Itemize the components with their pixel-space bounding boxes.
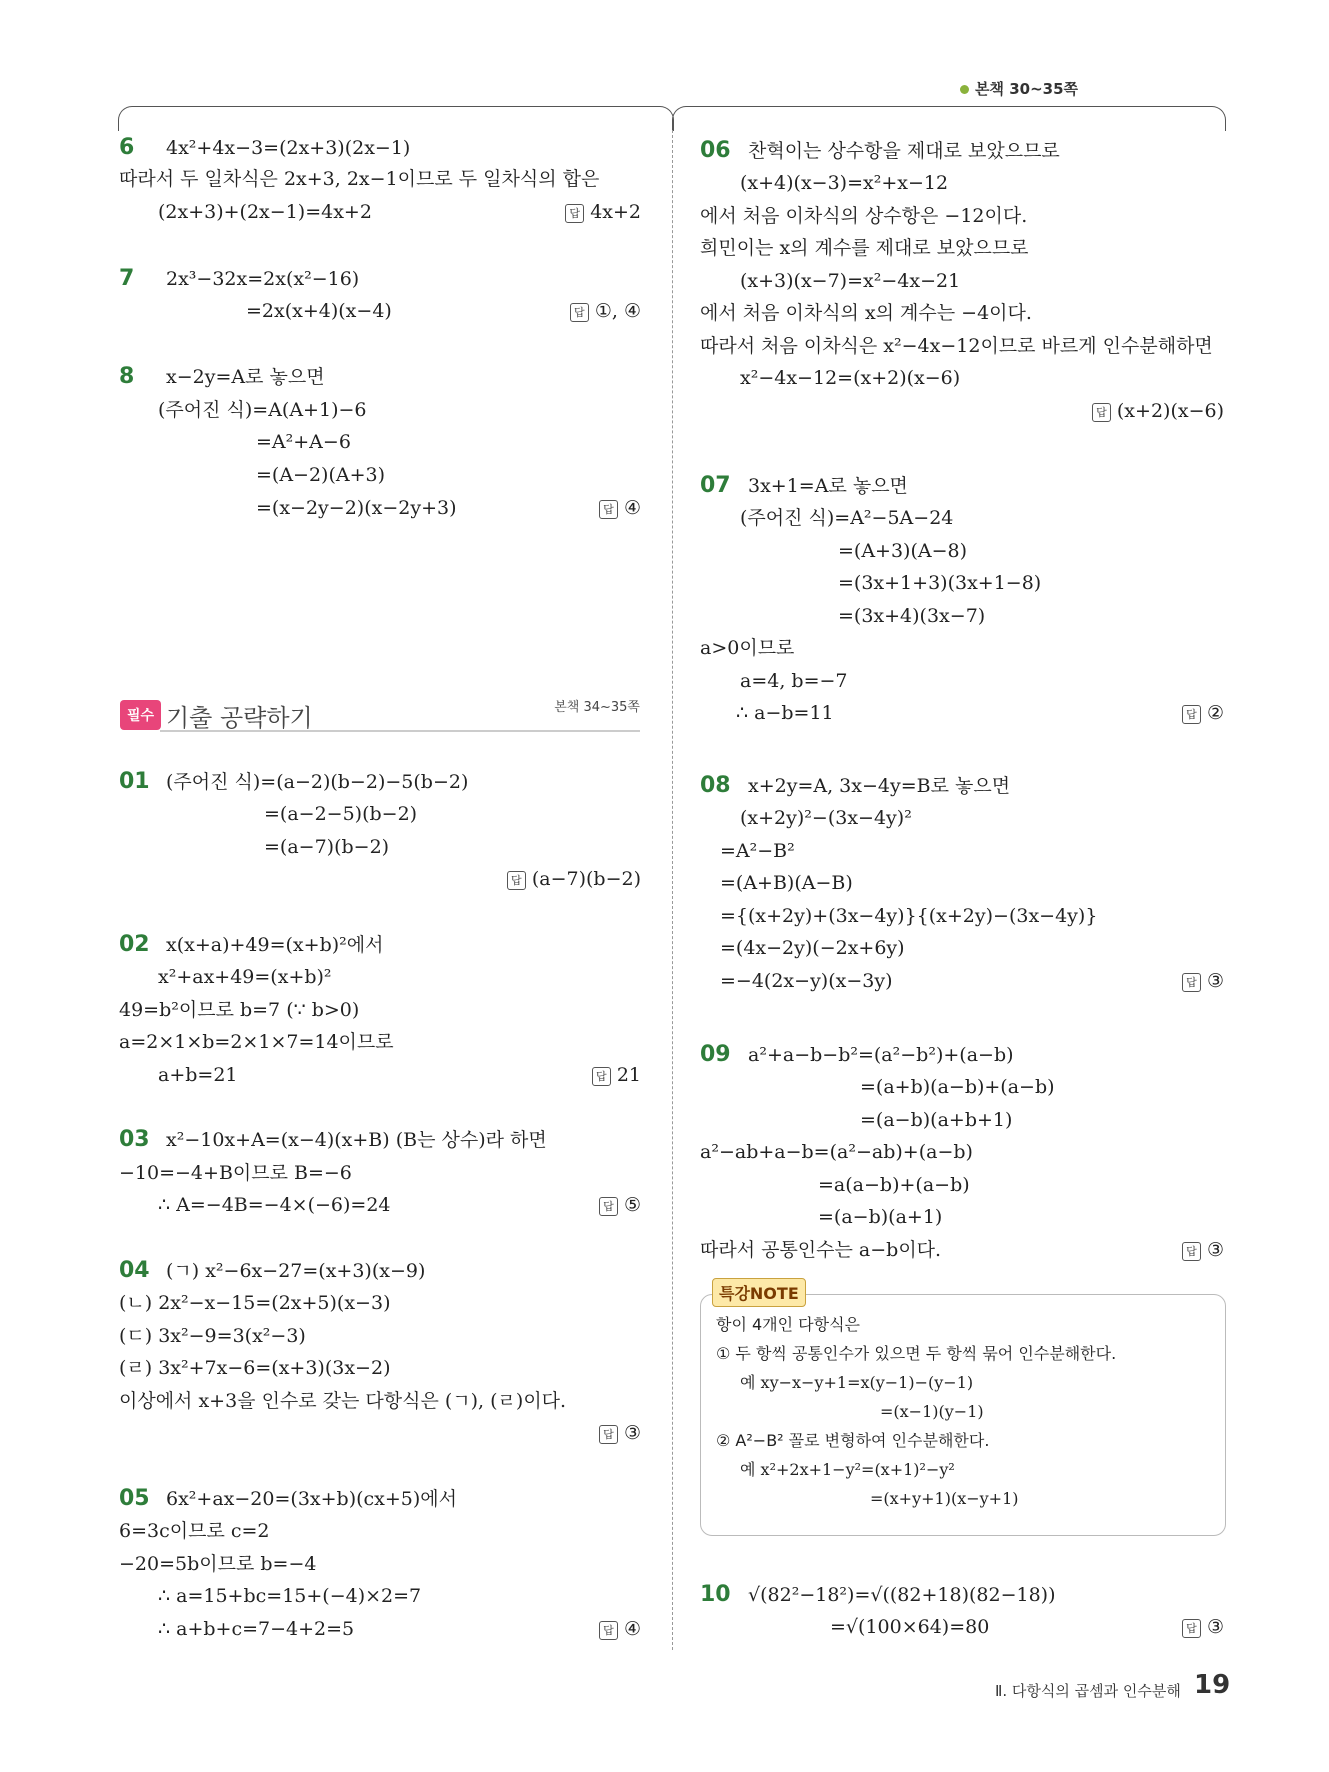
answer-mark-icon: 답 [570, 303, 589, 322]
answer: 답 ①, ④ [570, 299, 641, 323]
answer-mark-icon: 답 [599, 1197, 618, 1216]
column-divider [672, 130, 673, 1650]
answer: 답 ③ [1182, 969, 1224, 993]
answer-mark-icon: 답 [599, 500, 618, 519]
answer: 답 ③ [1182, 1238, 1224, 1262]
answer-mark-icon: 답 [1182, 1242, 1201, 1261]
answer-mark-icon: 답 [507, 871, 526, 890]
answer-mark-icon: 답 [599, 1425, 618, 1444]
answer: 답 (a−7)(b−2) [507, 867, 641, 891]
answer: 답 21 [592, 1063, 641, 1087]
answer-mark-icon: 답 [599, 1621, 618, 1640]
answer: 답 ③ [599, 1421, 641, 1445]
section-ref: 본책 34~35쪽 [554, 700, 640, 715]
answer: 답 ④ [599, 1617, 641, 1641]
answer-mark-icon: 답 [1182, 1619, 1201, 1638]
section-title: 기출 공략하기 [166, 704, 313, 732]
answer: 답 ③ [1182, 1615, 1224, 1639]
page-ref: 본책 30~35쪽 [960, 78, 1078, 99]
answer-mark-icon: 답 [565, 204, 584, 223]
answer: 답 4x+2 [565, 200, 641, 224]
answer-mark-icon: 답 [1182, 973, 1201, 992]
answer: 답 ④ [599, 496, 641, 520]
bullet-icon [960, 85, 969, 94]
chapter-footer: Ⅱ. 다항식의 곱셈과 인수분해 [995, 1682, 1181, 1700]
page-number: 19 [1194, 1670, 1231, 1700]
problem-number: 6 [119, 135, 135, 160]
section-underline [160, 730, 640, 732]
answer-mark-icon: 답 [1182, 705, 1201, 724]
section-badge: 필수 [120, 700, 161, 730]
section-header [120, 694, 640, 738]
note-title: 특강NOTE [712, 1278, 806, 1307]
answer-mark-icon: 답 [1092, 403, 1111, 422]
right-frame [672, 106, 1226, 131]
answer: 답 ② [1182, 701, 1224, 725]
left-frame [118, 106, 674, 131]
answer: 답 (x+2)(x−6) [1092, 399, 1224, 423]
answer-mark-icon: 답 [592, 1067, 611, 1086]
answer: 답 ⑤ [599, 1193, 641, 1217]
